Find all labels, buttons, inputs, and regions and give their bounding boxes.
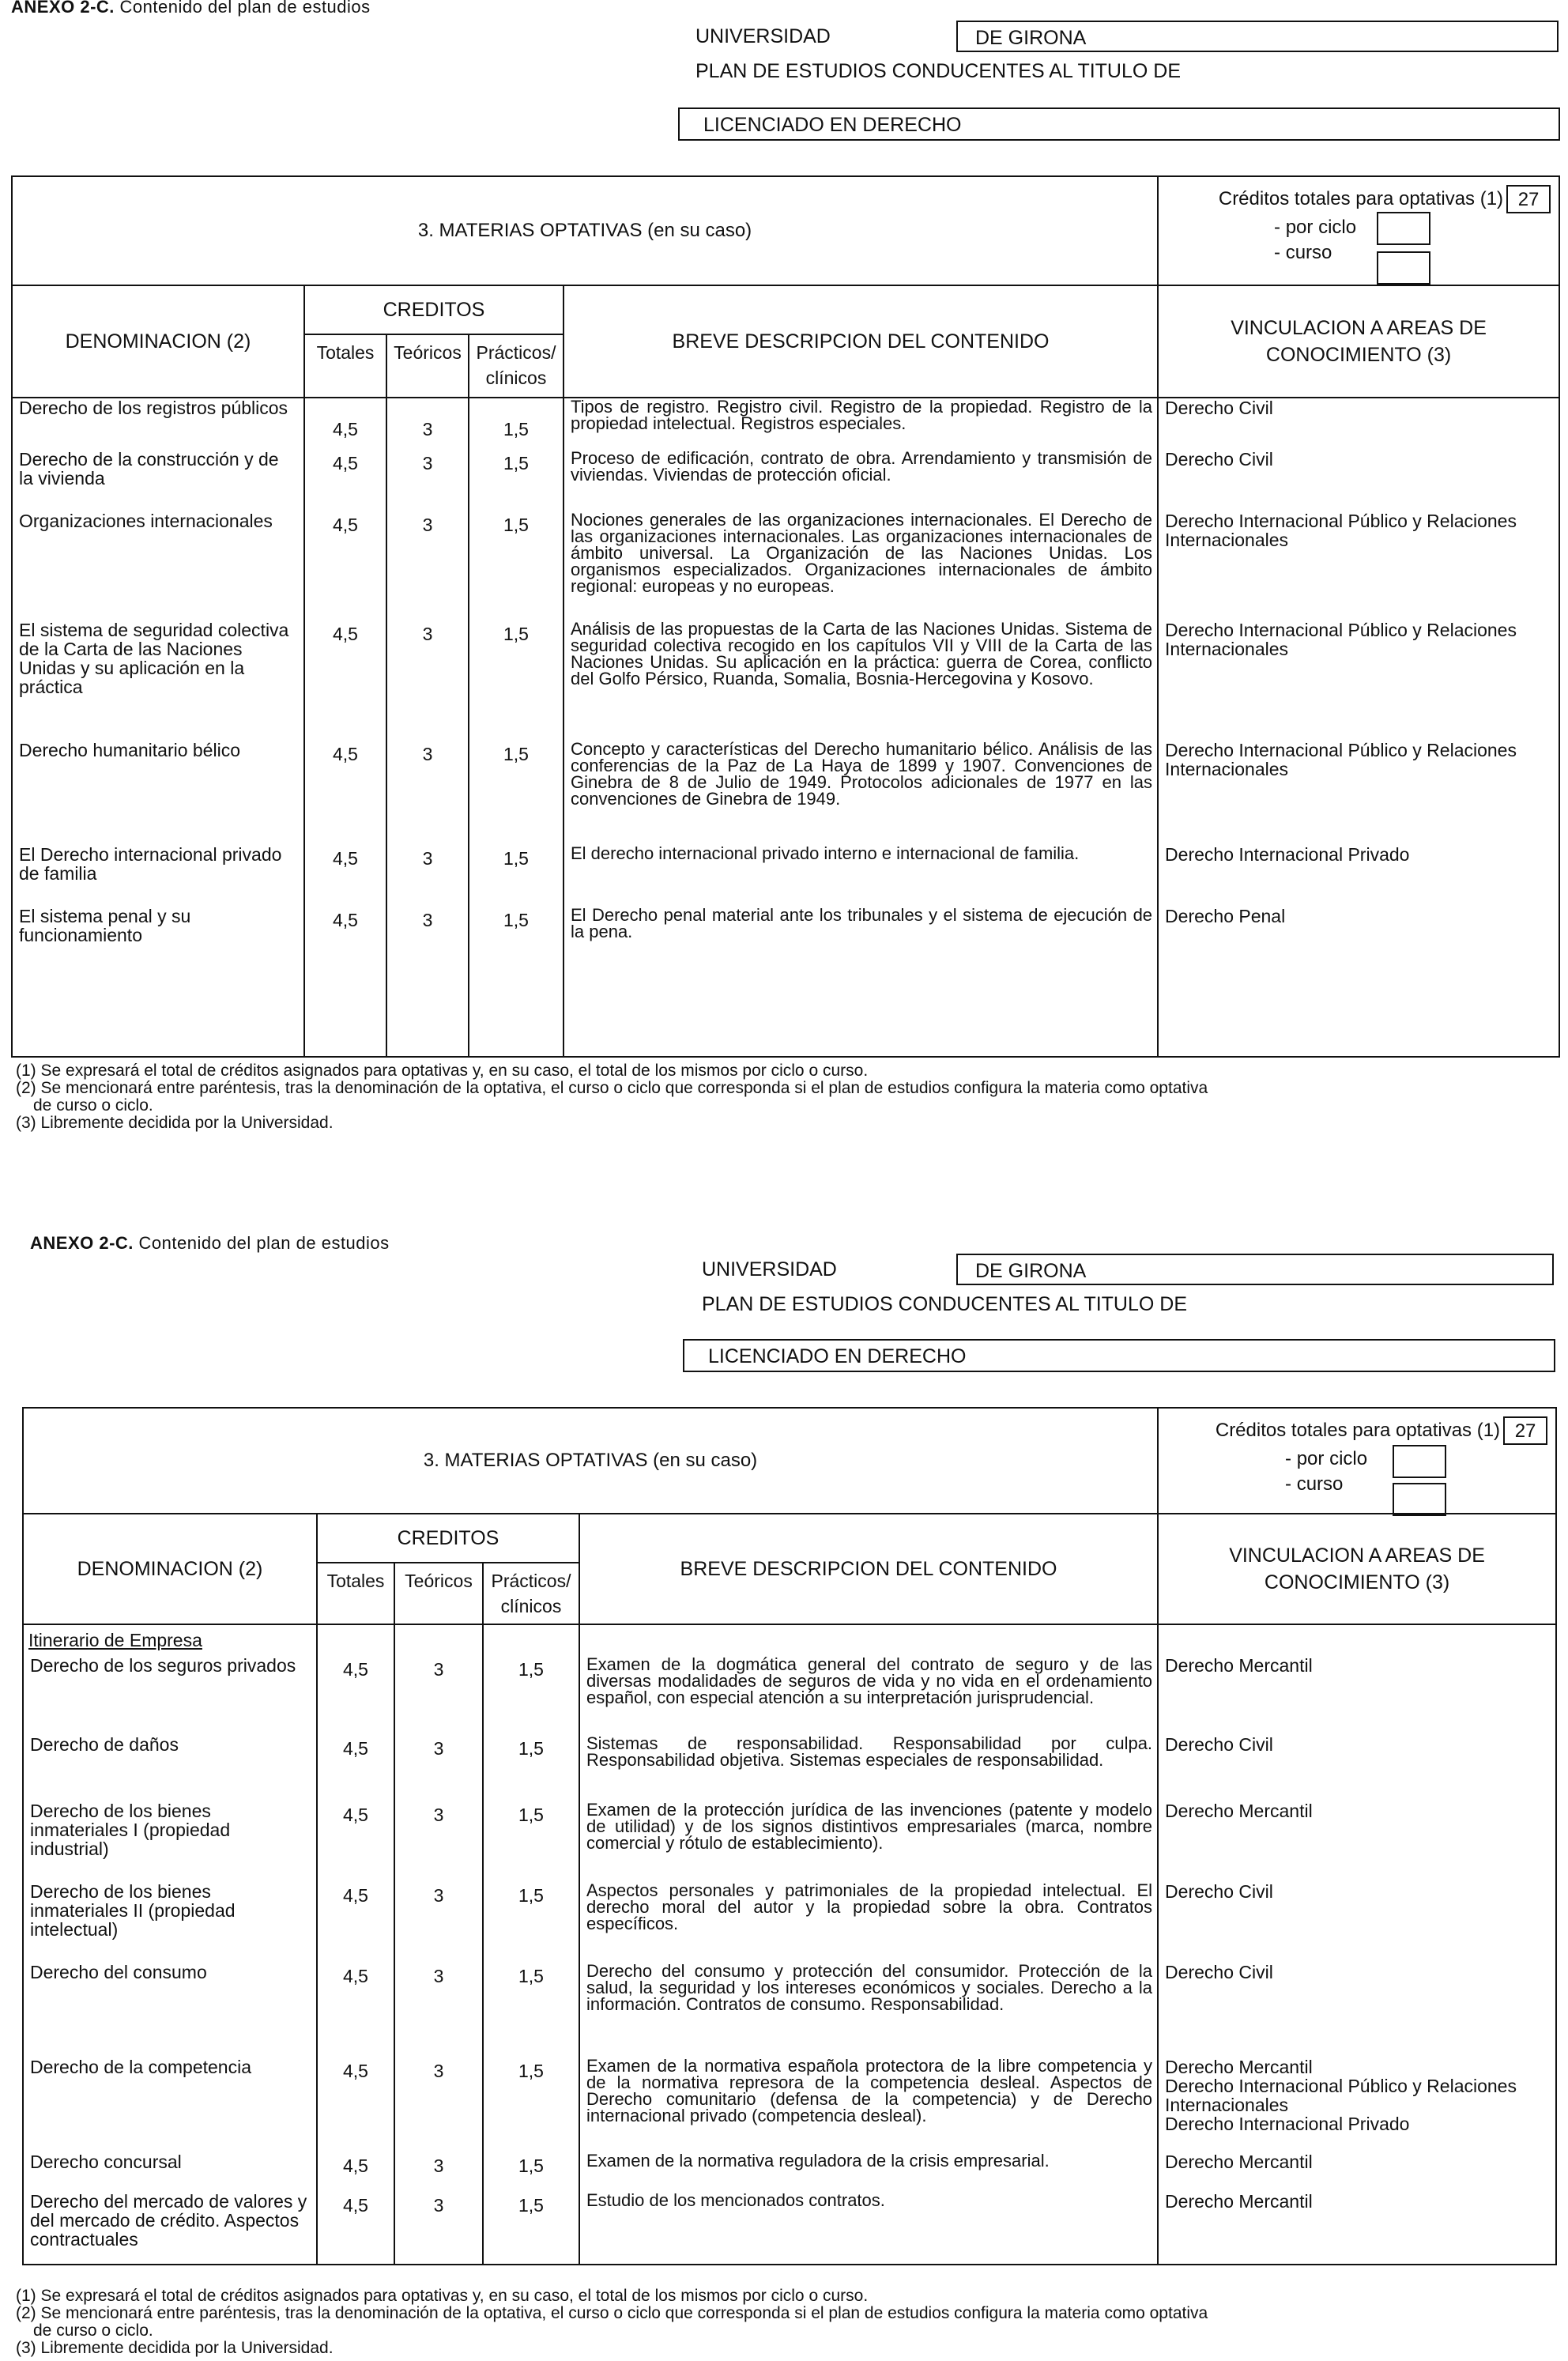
col-vinculacion: VINCULACION A AREAS DE CONOCIMIENTO (3) <box>1158 1514 1556 1624</box>
creditos-teoricos: 3 <box>386 845 469 907</box>
creditos-totales: 4,5 <box>317 2057 394 2152</box>
col-creditos: CREDITOS <box>317 1514 579 1563</box>
materias-title: 3. MATERIAS OPTATIVAS (en su caso) <box>12 176 1158 285</box>
empty-cell <box>394 1624 483 1656</box>
empty-cell <box>317 1624 394 1656</box>
descripcion: Nociones generales de las organizaciones internacionales. El Derecho de las organizaciones internacionales. Las organizaciones internacionales de ámbito universal. La Organización de las Naciones Unidas. Los organismos especializados. Organizaciones internacionales de ámbito regional: europeas y no europeas. <box>564 511 1158 620</box>
area-conocimiento: Derecho Penal <box>1158 907 1559 994</box>
table-row <box>23 2057 1556 2152</box>
creditos-practicos: 1,5 <box>483 1963 579 2057</box>
plan-label: PLAN DE ESTUDIOS CONDUCENTES AL TITULO DE <box>695 60 1182 82</box>
area-conocimiento: Derecho Civil <box>1158 1882 1556 1963</box>
creditos-practicos: 1,5 <box>483 1656 579 1735</box>
creditos-teoricos: 3 <box>394 1735 483 1801</box>
materia-name: Derecho concursal <box>23 2152 317 2192</box>
descripcion: Proceso de edificación, contrato de obra. Arrendamiento y transmisión de viviendas. Viviendas de protección oficial. <box>564 450 1158 511</box>
descripcion: Examen de la dogmática general del contrato de seguro y de las diversas modalidades de seguros de vida y no vida en el ordenamiento español, con especial atención a su interpretación jurisprudencial. <box>579 1656 1158 1735</box>
universidad-label: UNIVERSIDAD <box>695 25 831 47</box>
creditos-totales: 4,5 <box>317 1735 394 1801</box>
table-row <box>12 620 1559 741</box>
creditos-practicos: 1,5 <box>469 398 564 450</box>
footnote-2: (2) Se mencionará entre paréntesis, tras la denominación de la optativa, el curso o ciclo que corresponda si el plan de estudios configura la materia como optativa <box>16 1079 1208 1097</box>
empty-cell <box>483 1624 579 1656</box>
creditos-totales: 4,5 <box>304 741 386 845</box>
table-row <box>12 450 1559 511</box>
creditos-teoricos: 3 <box>394 2152 483 2192</box>
creditos-totales-box <box>1158 1408 1556 1514</box>
footnote-2: (2) Se mencionará entre paréntesis, tras la denominación de la optativa, el curso o ciclo que corresponda si el plan de estudios configura la materia como optativa <box>16 2304 1208 2322</box>
descripcion: El derecho internacional privado interno e internacional de familia. <box>564 845 1158 907</box>
creditos-totales: 4,5 <box>304 907 386 994</box>
table-row <box>23 1882 1556 1963</box>
creditos-totales: 4,5 <box>317 2192 394 2265</box>
creditos-totales: 4,5 <box>317 1963 394 2057</box>
materia-name: Derecho de la construcción y de la vivienda <box>12 450 304 511</box>
footnote-2-cont: de curso o ciclo. <box>33 2321 153 2340</box>
area-conocimiento: Derecho Civil <box>1158 1963 1556 2057</box>
curso-box <box>1393 1483 1446 1516</box>
empty-cell <box>12 994 304 1057</box>
creditos-totales-value: 27 <box>1503 1416 1547 1445</box>
creditos-teoricos: 3 <box>394 2192 483 2265</box>
table-row <box>12 511 1559 620</box>
creditos-teoricos: 3 <box>394 1656 483 1735</box>
titulo-field: LICENCIADO EN DERECHO <box>678 107 1560 141</box>
creditos-teoricos: 3 <box>386 450 469 511</box>
creditos-practicos: 1,5 <box>483 2152 579 2192</box>
empty-cell <box>386 994 469 1057</box>
creditos-totales: 4,5 <box>317 2152 394 2192</box>
materia-name: El sistema de seguridad colectiva de la Carta de las Naciones Unidas y su aplicación en la práctica <box>12 620 304 741</box>
area-conocimiento: Derecho Internacional Público y Relaciones Internacionales <box>1158 620 1559 741</box>
materias-table <box>11 175 1560 1058</box>
area-conocimiento: Derecho Civil <box>1158 1735 1556 1801</box>
materias-title: 3. MATERIAS OPTATIVAS (en su caso) <box>23 1408 1158 1514</box>
creditos-practicos: 1,5 <box>469 845 564 907</box>
universidad-field: DE GIRONA <box>956 1254 1554 1285</box>
por-ciclo-label: - por ciclo <box>1274 217 1357 238</box>
col-vinculacion: VINCULACION A AREAS DE CONOCIMIENTO (3) <box>1158 285 1559 398</box>
creditos-totales-value: 27 <box>1506 185 1551 213</box>
col-teoricos: Teóricos <box>386 334 469 398</box>
materia-name: El sistema penal y su funcionamiento <box>12 907 304 994</box>
descripcion: Derecho del consumo y protección del consumidor. Protección de la salud, la seguridad y los intereses económicos y sociales. Derecho a la información. Contratos de consumo. Responsabilidad. <box>579 1963 1158 2057</box>
col-totales: Totales <box>317 1563 394 1624</box>
creditos-practicos: 1,5 <box>469 450 564 511</box>
creditos-practicos: 1,5 <box>469 741 564 845</box>
descripcion: Concepto y características del Derecho humanitario bélico. Análisis de las conferencias de la Paz de La Haya de 1899 y 1907. Convenciones de Ginebra de 8 de Julio de 1949. Protocolos adicionales de 1977 en las convenciones de Ginebra de 1949. <box>564 741 1158 845</box>
descripcion: Examen de la normativa reguladora de la crisis empresarial. <box>579 2152 1158 2192</box>
creditos-teoricos: 3 <box>394 2057 483 2152</box>
empty-cell <box>579 1624 1158 1656</box>
materia-name: Derecho de los seguros privados <box>23 1656 317 1735</box>
creditos-totales: 4,5 <box>304 845 386 907</box>
descripcion: Estudio de los mencionados contratos. <box>579 2192 1158 2265</box>
materia-name: Derecho humanitario bélico <box>12 741 304 845</box>
area-conocimiento: Derecho Mercantil Derecho Internacional Público y Relaciones Internacionales Derecho Internacional Privado <box>1158 2057 1556 2152</box>
universidad-field: DE GIRONA <box>956 21 1559 52</box>
materia-name: Derecho de daños <box>23 1735 317 1801</box>
table-row <box>23 1963 1556 2057</box>
creditos-totales: 4,5 <box>304 511 386 620</box>
col-descripcion: BREVE DESCRIPCION DEL CONTENIDO <box>564 285 1158 398</box>
creditos-teoricos: 3 <box>386 741 469 845</box>
creditos-teoricos: 3 <box>386 511 469 620</box>
plan-label: PLAN DE ESTUDIOS CONDUCENTES AL TITULO DE <box>702 1293 1188 1315</box>
materia-name: Derecho de los registros públicos <box>12 398 304 450</box>
creditos-totales-label: Créditos totales para optativas (1) <box>1218 188 1504 209</box>
creditos-practicos: 1,5 <box>483 1735 579 1801</box>
area-conocimiento: Derecho Civil <box>1158 398 1559 450</box>
table-row <box>12 845 1559 907</box>
materia-name: Derecho de los bienes inmateriales II (propiedad intelectual) <box>23 1882 317 1963</box>
titulo-field: LICENCIADO EN DERECHO <box>683 1339 1555 1372</box>
creditos-totales-label: Créditos totales para optativas (1) <box>1215 1420 1501 1441</box>
creditos-totales: 4,5 <box>304 398 386 450</box>
descripcion: Examen de la normativa española protectora de la libre competencia y de la normativa represora de la competencia desleal. Aspectos de Derecho comunitario (defensa de la competencia) y de Derecho internacional privado (competencia desleal). <box>579 2057 1158 2152</box>
footnote-3: (3) Libremente decidida por la Universidad. <box>16 1114 334 1132</box>
empty-cell <box>469 994 564 1057</box>
area-conocimiento: Derecho Internacional Público y Relaciones Internacionales <box>1158 511 1559 620</box>
table-row <box>23 2192 1556 2265</box>
area-conocimiento: Derecho Mercantil <box>1158 2192 1556 2265</box>
descripcion: Aspectos personales y patrimoniales de la propiedad intelectual. El derecho moral del autor y la propiedad sobre la obra. Contratos específicos. <box>579 1882 1158 1963</box>
creditos-totales-box <box>1158 176 1559 285</box>
descripcion: Examen de la protección jurídica de las invenciones (patente y modelo de utilidad) y de los signos distintivos empresariales (marca, nombre comercial y rótulo de establecimiento). <box>579 1801 1158 1882</box>
area-conocimiento: Derecho Mercantil <box>1158 1801 1556 1882</box>
col-practicos: Prácticos/ clínicos <box>483 1563 579 1624</box>
empty-cell <box>304 994 386 1057</box>
descripcion: Tipos de registro. Registro civil. Registro de la propiedad. Registro de la propiedad intelectual. Registros especiales. <box>564 398 1158 450</box>
materia-name: El Derecho internacional privado de familia <box>12 845 304 907</box>
curso-label: - curso <box>1274 242 1332 263</box>
por-ciclo-label: - por ciclo <box>1285 1448 1368 1469</box>
creditos-totales: 4,5 <box>317 1656 394 1735</box>
table-row <box>12 398 1559 450</box>
creditos-practicos: 1,5 <box>483 2192 579 2265</box>
creditos-practicos: 1,5 <box>483 1882 579 1963</box>
col-creditos: CREDITOS <box>304 285 564 334</box>
area-conocimiento: Derecho Mercantil <box>1158 2152 1556 2192</box>
footnote-1: (1) Se expresará el total de créditos asignados para optativas y, en su caso, el total de los mismos por ciclo o curso. <box>16 1062 869 1080</box>
por-ciclo-box <box>1377 212 1430 245</box>
table-row <box>23 1656 1556 1735</box>
creditos-practicos: 1,5 <box>469 511 564 620</box>
materia-name: Organizaciones internacionales <box>12 511 304 620</box>
por-ciclo-box <box>1393 1445 1446 1478</box>
footnotes <box>16 2287 1208 2357</box>
area-conocimiento: Derecho Civil <box>1158 450 1559 511</box>
table-row <box>12 907 1559 994</box>
area-conocimiento: Derecho Mercantil <box>1158 1656 1556 1735</box>
col-denominacion: DENOMINACION (2) <box>23 1514 317 1624</box>
col-teoricos: Teóricos <box>394 1563 483 1624</box>
annex-heading: ANEXO 2-C. Contenido del plan de estudios <box>30 1233 390 1253</box>
table-row <box>23 1735 1556 1801</box>
creditos-teoricos: 3 <box>394 1882 483 1963</box>
itinerary-label: Itinerario de Empresa <box>23 1624 317 1656</box>
creditos-practicos: 1,5 <box>483 1801 579 1882</box>
creditos-teoricos: 3 <box>386 907 469 994</box>
col-totales: Totales <box>304 334 386 398</box>
col-denominacion: DENOMINACION (2) <box>12 285 304 398</box>
materia-name: Derecho del consumo <box>23 1963 317 2057</box>
curso-box <box>1377 251 1430 285</box>
area-conocimiento: Derecho Internacional Público y Relaciones Internacionales <box>1158 741 1559 845</box>
annex-heading: ANEXO 2-C. Contenido del plan de estudios <box>11 0 371 17</box>
descripcion: Análisis de las propuestas de la Carta de las Naciones Unidas. Sistema de seguridad colectiva recogido en los capítulos VII y VIII de la Carta de las Naciones Unidas. Su aplicación en la práctica: guerra de Corea, conflicto del Golfo Pérsico, Ruanda, Somalia, Bosnia-Hercegovina y Kosovo. <box>564 620 1158 741</box>
creditos-practicos: 1,5 <box>469 620 564 741</box>
empty-cell <box>564 994 1158 1057</box>
materia-name: Derecho de los bienes inmateriales I (propiedad industrial) <box>23 1801 317 1882</box>
footnotes <box>16 1062 1208 1132</box>
materia-name: Derecho de la competencia <box>23 2057 317 2152</box>
table-row <box>23 2152 1556 2192</box>
creditos-totales: 4,5 <box>304 620 386 741</box>
creditos-teoricos: 3 <box>394 1801 483 1882</box>
materia-name: Derecho del mercado de valores y del mercado de crédito. Aspectos contractuales <box>23 2192 317 2265</box>
universidad-label: UNIVERSIDAD <box>702 1258 837 1280</box>
empty-cell <box>1158 1624 1556 1656</box>
footnote-1: (1) Se expresará el total de créditos asignados para optativas y, en su caso, el total de los mismos por ciclo o curso. <box>16 2287 869 2305</box>
creditos-totales: 4,5 <box>304 450 386 511</box>
col-practicos: Prácticos/ clínicos <box>469 334 564 398</box>
area-conocimiento: Derecho Internacional Privado <box>1158 845 1559 907</box>
materias-table <box>22 1407 1557 2265</box>
empty-cell <box>1158 994 1559 1057</box>
creditos-teoricos: 3 <box>386 398 469 450</box>
footnote-2-cont: de curso o ciclo. <box>33 1096 153 1114</box>
footnote-3: (3) Libremente decidida por la Universidad. <box>16 2339 334 2357</box>
creditos-totales: 4,5 <box>317 1882 394 1963</box>
creditos-totales: 4,5 <box>317 1801 394 1882</box>
creditos-practicos: 1,5 <box>483 2057 579 2152</box>
creditos-teoricos: 3 <box>394 1963 483 2057</box>
descripcion: El Derecho penal material ante los tribunales y el sistema de ejecución de la pena. <box>564 907 1158 994</box>
creditos-teoricos: 3 <box>386 620 469 741</box>
table-row <box>23 1801 1556 1882</box>
col-descripcion: BREVE DESCRIPCION DEL CONTENIDO <box>579 1514 1158 1624</box>
curso-label: - curso <box>1285 1473 1344 1495</box>
descripcion: Sistemas de responsabilidad. Responsabilidad por culpa. Responsabilidad objetiva. Sistemas especiales de responsabilidad. <box>579 1735 1158 1801</box>
creditos-practicos: 1,5 <box>469 907 564 994</box>
table-row <box>12 741 1559 845</box>
